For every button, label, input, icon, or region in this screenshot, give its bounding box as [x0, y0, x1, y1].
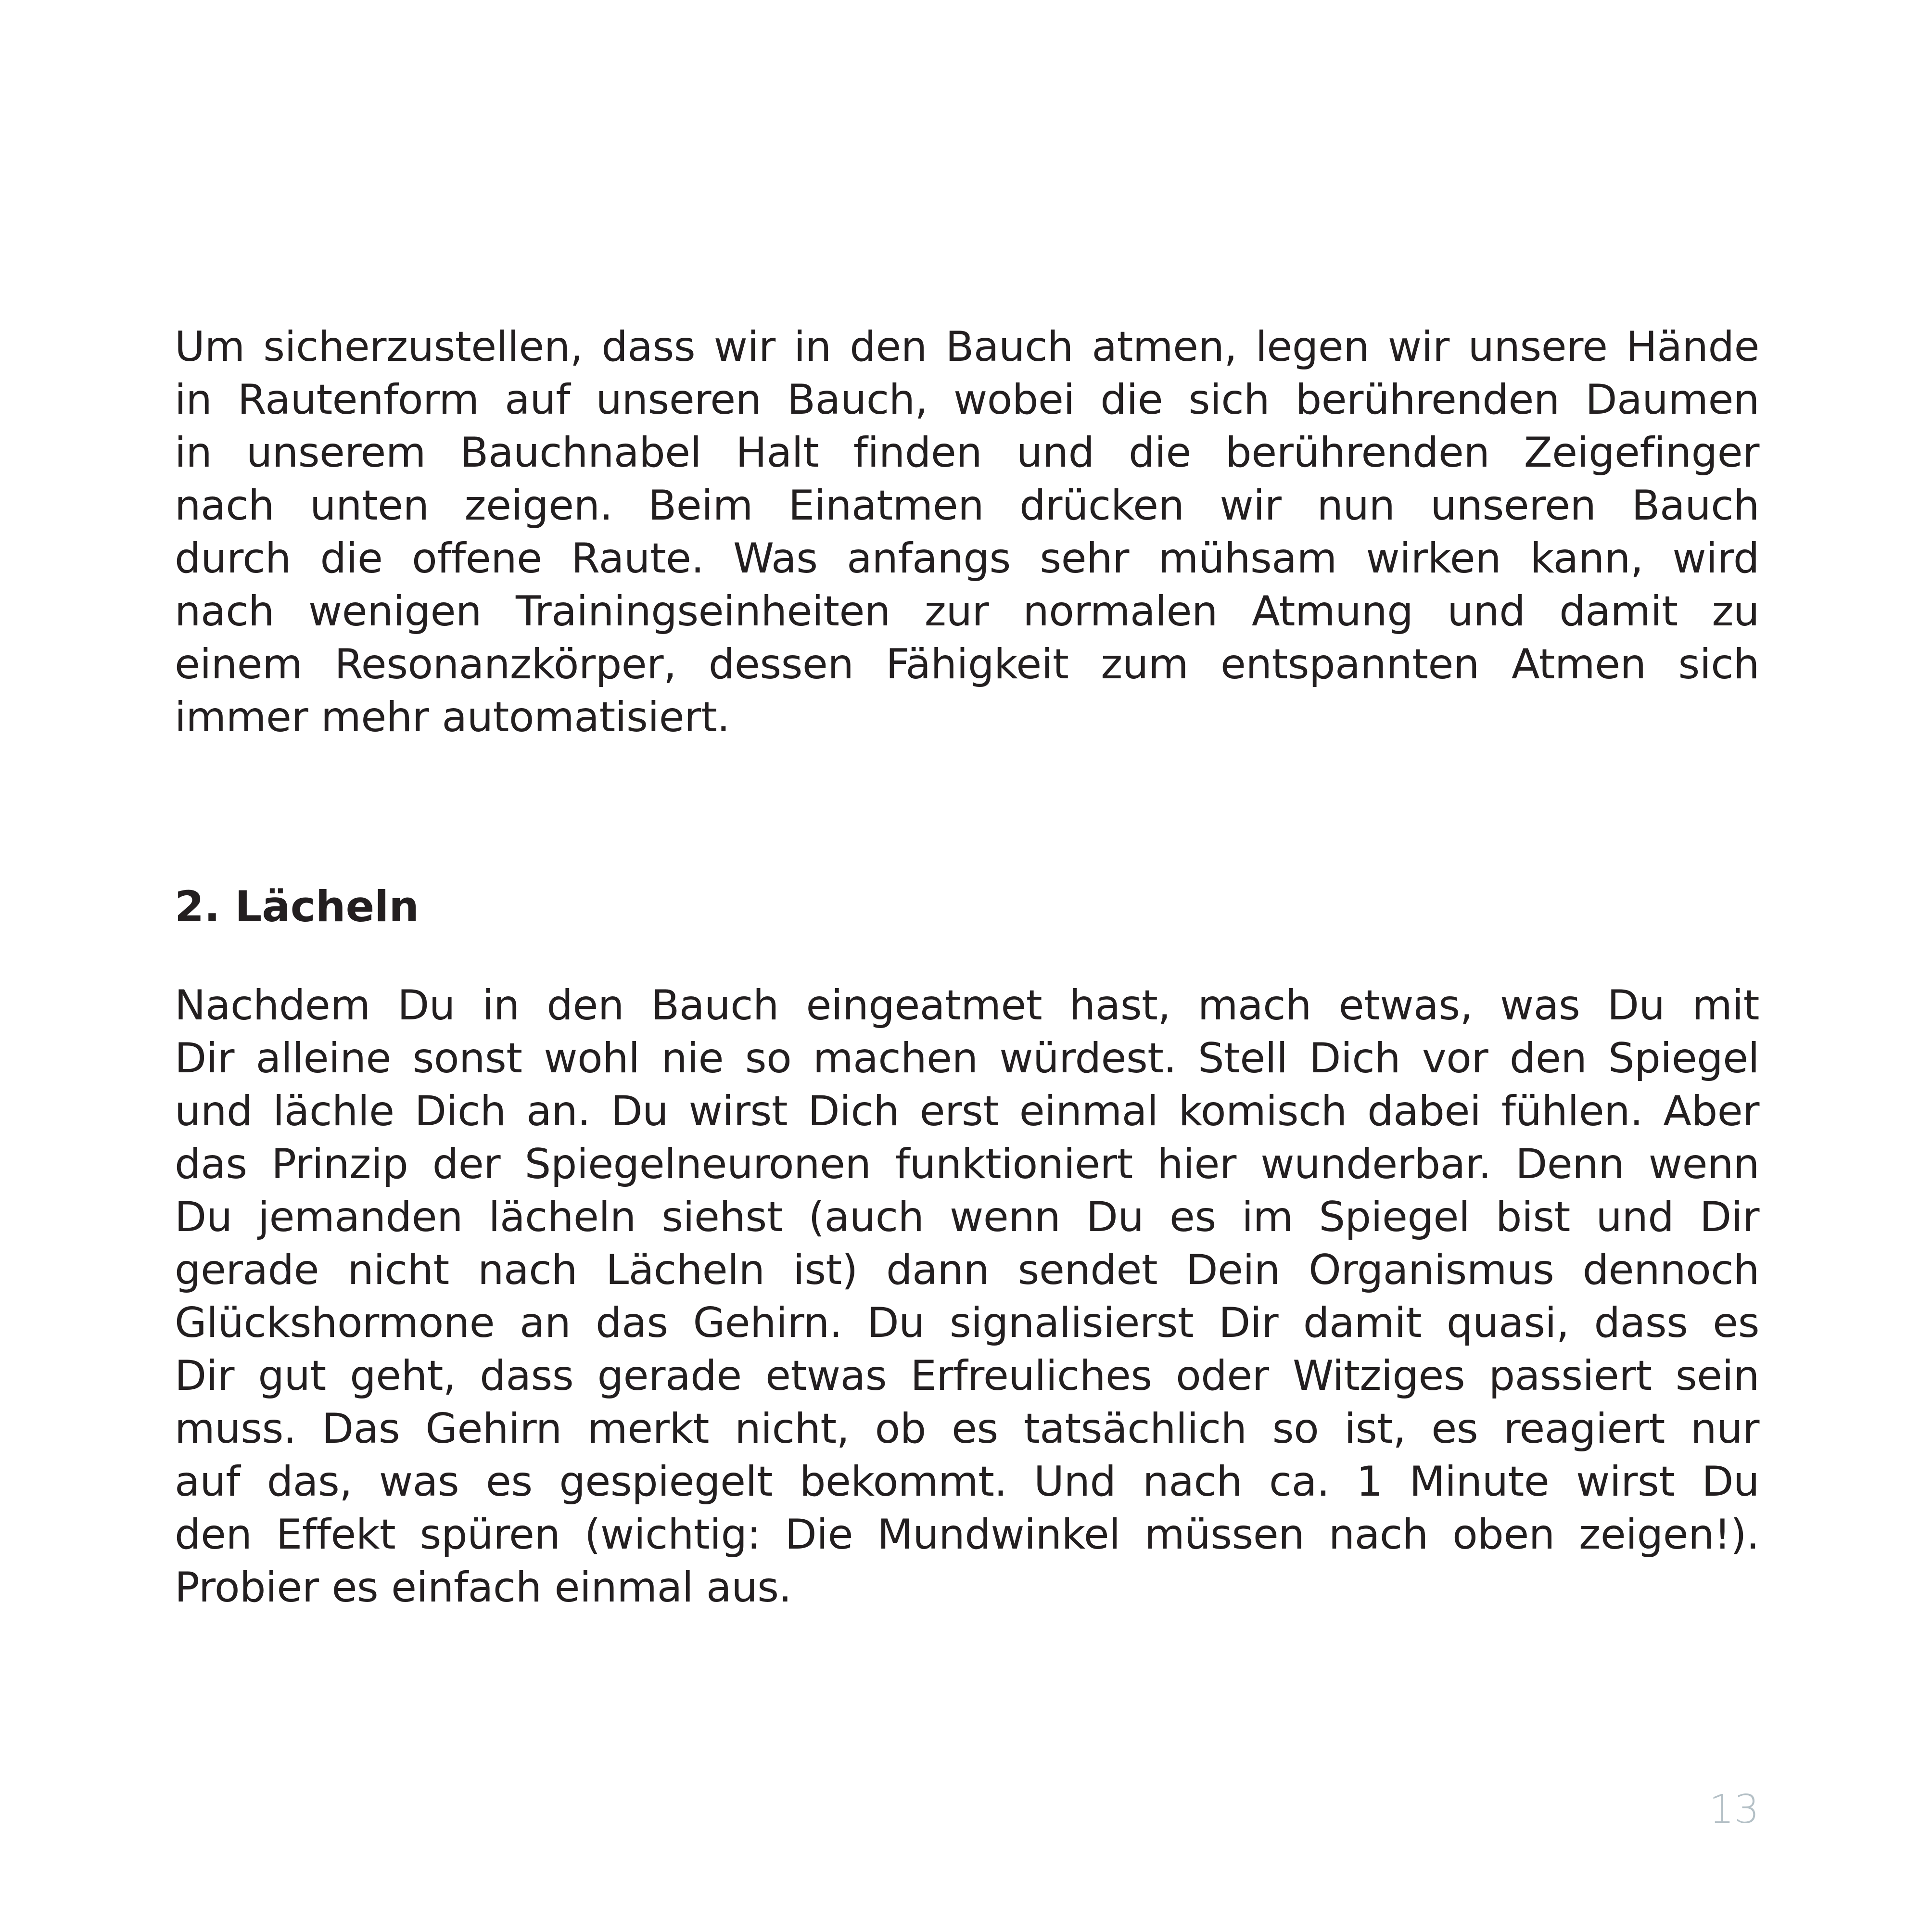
- paragraph-line: Um sicherzustellen, dass wir in den Bauch atmen, legen wir unsere Hände: [175, 323, 1759, 371]
- paragraph-line: Probier es einfach einmal aus.: [175, 1563, 792, 1612]
- page-number: 13: [1709, 1787, 1759, 1832]
- paragraph-line: und lächle Dich an. Du wirst Dich erst einmal komisch dabei fühlen. Aber: [175, 1087, 1759, 1135]
- paragraph-line: gerade nicht nach Lächeln ist) dann sendet Dein Organismus dennoch: [175, 1246, 1759, 1294]
- paragraph-line: nach unten zeigen. Beim Einatmen drücken wir nun unseren Bauch: [175, 482, 1759, 530]
- paragraph-line: durch die offene Raute. Was anfangs sehr mühsam wirken kann, wird: [175, 534, 1759, 583]
- paragraph-line: den Effekt spüren (wichtig: Die Mundwinkel müssen nach oben zeigen!).: [175, 1511, 1759, 1559]
- paragraph-line: einem Resonanzkörper, dessen Fähigkeit zum entspannten Atmen sich: [175, 640, 1759, 688]
- paragraph-line: immer mehr automatisiert.: [175, 693, 730, 741]
- paragraph-line: das Prinzip der Spiegelneuronen funktioniert hier wunderbar. Denn wenn: [175, 1140, 1759, 1188]
- paragraph-breathing: [175, 320, 1759, 744]
- paragraph-line: Du jemanden lächeln siehst (auch wenn Du es im Spiegel bist und Dir: [175, 1193, 1759, 1241]
- paragraph-line: nach wenigen Trainingseinheiten zur normalen Atmung und damit zu: [175, 587, 1759, 636]
- paragraph-line: auf das, was es gespiegelt bekommt. Und nach ca. 1 Minute wirst Du: [175, 1458, 1759, 1506]
- paragraph-line: Glückshormone an das Gehirn. Du signalisierst Dir damit quasi, dass es: [175, 1299, 1759, 1347]
- paragraph-line: Dir alleine sonst wohl nie so machen würdest. Stell Dich vor den Spiegel: [175, 1034, 1759, 1082]
- paragraph-line: Dir gut geht, dass gerade etwas Erfreuliches oder Witziges passiert sein: [175, 1352, 1759, 1400]
- paragraph-line: muss. Das Gehirn merkt nicht, ob es tatsächlich so ist, es reagiert nur: [175, 1405, 1759, 1453]
- paragraph-line: Nachdem Du in den Bauch eingeatmet hast, mach etwas, was Du mit: [175, 981, 1759, 1030]
- section-heading: 2. Lächeln: [175, 882, 419, 931]
- paragraph-smiling: [175, 979, 1759, 1614]
- paragraph-line: in unserem Bauchnabel Halt finden und die berührenden Zeigefinger: [175, 429, 1759, 477]
- paragraph-line: in Rautenform auf unseren Bauch, wobei die sich berührenden Daumen: [175, 376, 1759, 424]
